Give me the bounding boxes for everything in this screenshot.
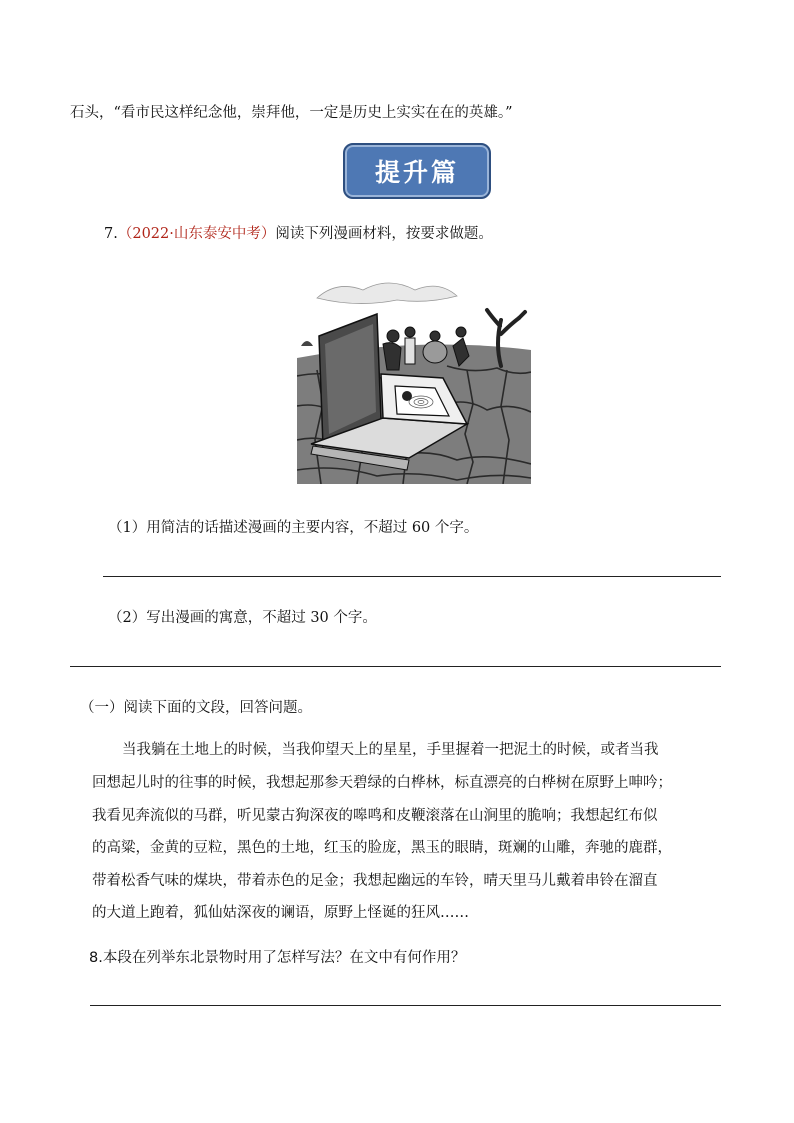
paragraph-line: 带着松香气味的煤块，带着赤色的足金；我想起幽远的车铃，晴天里马儿戴着串铃在溜直 (92, 873, 658, 889)
paragraph-line: 回想起儿时的往事的时候，我想起那参天碧绿的白桦林，标直漂亮的白桦树在原野上呻吟； (92, 775, 672, 791)
paragraph-line: 的大道上跑着，狐仙姑深夜的谰语，原野上怪诞的狂风…… (92, 905, 469, 921)
answer-line[interactable] (70, 666, 721, 667)
paragraph-line: 的高粱，金黄的豆粒，黑色的土地，红玉的脸庞，黑玉的眼睛，斑斓的山雕，奔驰的鹿群， (92, 840, 672, 856)
question-7-part-1: （1）用简洁的话描述漫画的主要内容，不超过 60 个字。 (108, 520, 479, 536)
paragraph-line: 当我躺在土地上的时候，当我仰望天上的星星，手里握着一把泥土的时候，或者当我 (122, 742, 659, 758)
section-heading: （一）阅读下面的文段，回答问题。 (80, 700, 312, 716)
question-8: 8.本段在列举东北景物时用了怎样写法？在文中有何作用？ (89, 950, 466, 966)
question-source: （2022·山东泰安中考） (117, 226, 276, 242)
question-7-part-2: （2）写出漫画的寓意，不超过 30 个字。 (108, 610, 377, 626)
question-number: 7. (104, 226, 118, 242)
badge-label: 提升篇 (374, 158, 459, 187)
section-badge-tisheng (343, 143, 491, 199)
paragraph-line: 我看见奔流似的马群，听见蒙古狗深夜的嗥鸣和皮鞭滚落在山涧里的脆响；我想起红布似 (92, 808, 658, 824)
question-text: 阅读下列漫画材料，按要求做题。 (275, 226, 493, 242)
paragraph-continuation: 石头，“看市民这样纪念他，崇拜他，一定是历史上实实在在的英雄。” (70, 105, 513, 121)
question-7 (104, 222, 493, 243)
answer-line[interactable] (103, 576, 721, 577)
book-pond-cartoon (297, 274, 531, 484)
answer-line[interactable] (90, 1005, 721, 1006)
